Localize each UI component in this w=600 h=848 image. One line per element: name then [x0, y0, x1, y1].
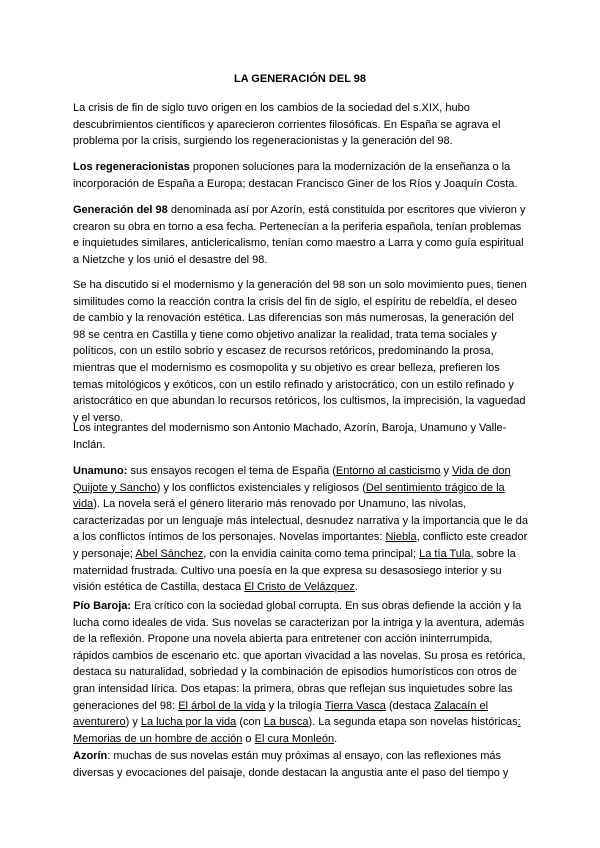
text-run: , conflicto este creador y personaje;: [73, 531, 528, 560]
work-title: La tía Tula: [419, 547, 471, 560]
work-title: Zalacaín el aventurero: [73, 699, 489, 729]
generacion98-text: denominada así por Azorín, está constituida por escritores que vivieron y crearon su obra en torno a esa fecha. Pertenecían a la periferia española, tenían problemas e inquietudes similares, anticlericalismo, tenían como maestro a Larra y como guía espiritual a Nietzche y los unió el desastre del 98.: [73, 204, 526, 266]
work-title: Tierra Vasca: [324, 699, 386, 712]
regeneracionistas-paragraph: [73, 159, 528, 192]
text-run: ) y: [125, 716, 141, 729]
text-run: ) y los conflictos existenciales y religiosos (: [156, 481, 366, 494]
generacion98-paragraph: [73, 202, 528, 268]
text-run: (destaca: [385, 699, 435, 712]
text-run: ). La novela será el género literario más renovado por Unamuno, las nivolas, caracterizadas por un lenguaje más intelectual, desnudez narrativa y la importancia que le da a los conflictos íntimos de los personajes. Novelas importantes:: [73, 498, 528, 544]
azorin-paragraph: [73, 748, 528, 781]
work-title: : Memorias de un hombre de acción: [73, 716, 521, 745]
text-run: , sobre la maternidad frustrada. Cultivo una poesía en la que expresa su desasosiego interior y su visión estética de Castilla, destaca: [73, 547, 516, 594]
regeneracionistas-text: proponen soluciones para la modernización de la enseñanza o la incorporación de España a Europa; destacan Francisco Giner de los Ríos y Joaquín Costa.: [73, 161, 518, 190]
work-title: El Cristo de Velázquez: [244, 581, 355, 594]
azorin-heading: Azorín: [73, 750, 108, 762]
baroja-paragraph: [73, 598, 528, 747]
text-run: sus ensayos recogen el tema de España (: [127, 465, 336, 477]
azorin-text: : muchas de sus novelas están muy próximas al ensayo, con las reflexiones más diversas y evocaciones del paisaje, donde destacan la angustia ante el paso del tiempo y: [73, 750, 509, 779]
work-title: Entorno al casticismo: [335, 465, 441, 477]
work-title: Abel Sánchez: [135, 547, 204, 560]
work-title: El árbol de la vida: [178, 699, 266, 712]
regeneracionistas-heading: Los regeneracionistas: [73, 161, 190, 173]
work-title: Vida de don Quijote y Sancho: [73, 465, 511, 494]
text-run: .: [354, 581, 358, 594]
work-title: La busca: [263, 716, 309, 729]
text-run: y: [440, 465, 453, 477]
intro-paragraph: La crisis de fin de siglo tuvo origen en los cambios de la sociedad del s.XIX, hubo descubrimientos científicos y aparecieron corrientes filosóficas. En España se agrava el problema por la crisis, surgiendo los regeneracionistas y la generación del 98.: [73, 102, 501, 148]
text-run: Era crítico con la sociedad global corrupta. En sus obras defiende la acción y la lucha como ideales de vida. Sus novelas se caracterizan por la intriga y la aventura, además de la reflexión. Propone una novela abierta para entretener con acción ininterrumpida, rápidos cambios de escenario etc. que aportan vivacidad a las novelas. Su prosa es retórica, destaca su naturalidad, sobriedad y la combinación de episodios humorísticos con otros de gran intensidad lírica. Dos etapas: la primera, obras que reflejan sus inquietudes sobre las generaciones del 98:: [73, 600, 526, 712]
page-title: LA GENERACIÓN DEL 98: [233, 73, 367, 85]
modernismo-paragraph: Se ha discutido si el modernismo y la generación del 98 son un solo movimiento pues, tienen similitudes como la reacción contra la crisis del fin de siglo, el espíritu de rebeldía, el deseo de cambio y la renovación estética. Las diferencias son más numerosas, la generación del 98 se centra en Castilla y tiene como objetivo analizar la realidad, trata tema sociales y políticos, con un estilo sobrio y escasez de recursos retóricos, predominando la prosa, mientras que el modernismo es cosmopolita y su objetivo es crear belleza, prefieren los temas mitológicos y exóticos, con un estilo refinado y aristocrático, con un estilo refinado y aristocrático en que abundan lo recursos retóricos, los cultismos, la imprecisión, la vaguedad y el verso.: [73, 279, 527, 424]
generacion98-heading: Generación del 98: [73, 204, 168, 216]
text-run: ). La segunda etapa son novelas históricas: [308, 716, 518, 729]
text-run: y la trilogía: [265, 699, 325, 712]
work-title: Niebla: [385, 531, 417, 544]
text-run: , con la envidia cainita como tema principal;: [203, 547, 420, 560]
work-title: Del sentimiento trágico de la vida: [73, 481, 505, 511]
work-title: El cura Monleón: [254, 732, 335, 745]
work-title: La lucha por la vida: [140, 716, 237, 729]
baroja-heading: Pío Baroja:: [73, 600, 132, 612]
text-run: .: [334, 732, 338, 745]
text-run: (con: [236, 716, 264, 729]
unamuno-paragraph: [73, 463, 528, 596]
text-run: o: [242, 732, 255, 745]
unamuno-heading: Unamuno:: [73, 465, 128, 477]
integrantes-paragraph: Los integrantes del modernismo son Antonio Machado, Azorín, Baroja, Unamuno y Valle-Inclán.: [73, 422, 507, 451]
